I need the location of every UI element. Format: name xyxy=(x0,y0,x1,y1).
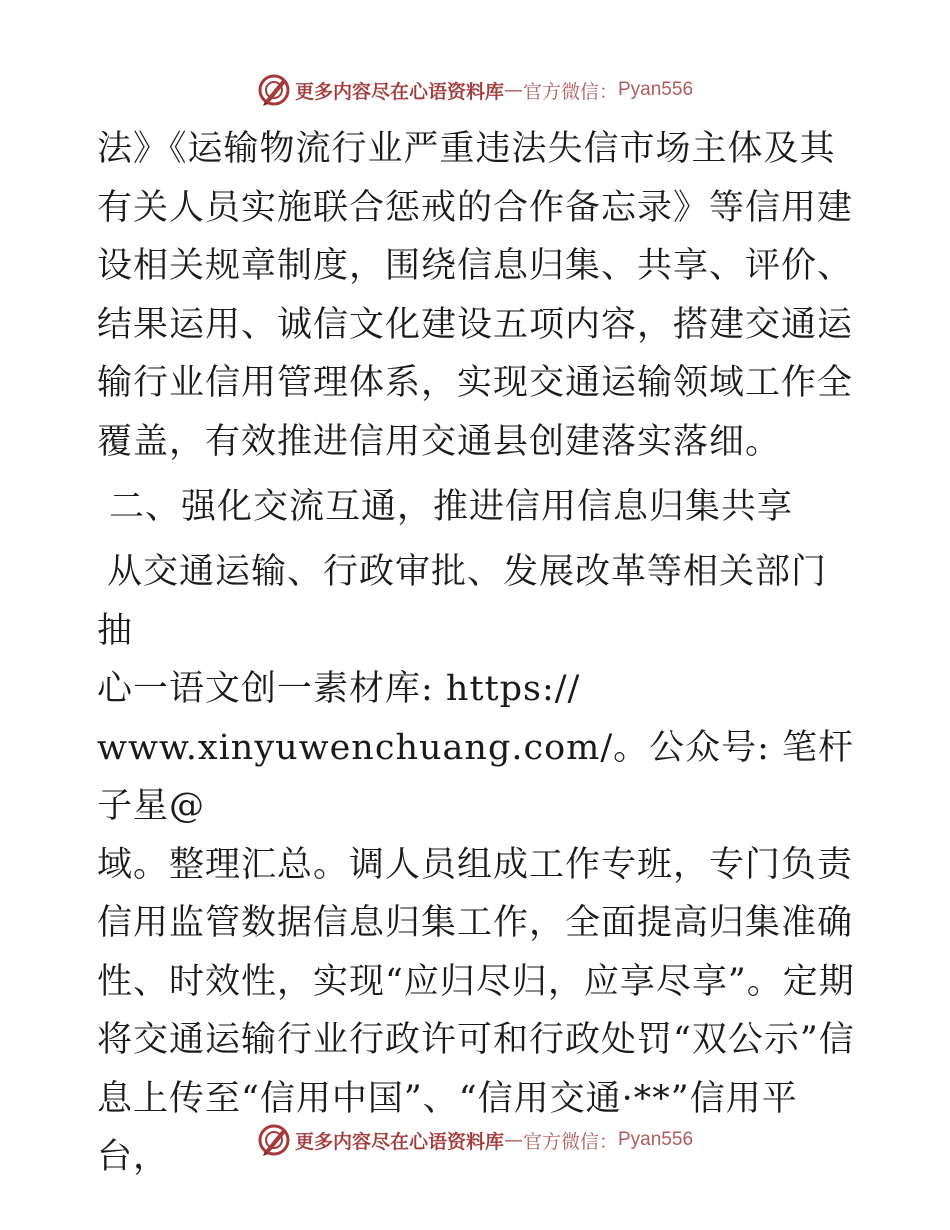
header-wechat-label: 官方微信： xyxy=(522,80,618,103)
header-wechat-account: Pyan556 xyxy=(618,79,694,100)
pen-logo-icon xyxy=(257,73,291,107)
header-banner xyxy=(0,70,950,110)
document-body xyxy=(97,120,857,1187)
footer-brand-text: 更多内容尽在心语资料库 xyxy=(294,1130,504,1153)
section-heading-2: 二、强化交流互通，推进信用信息归集共享 xyxy=(109,487,794,527)
footer-wechat-label: 官方微信： xyxy=(522,1130,618,1153)
footer-separator: — xyxy=(503,1129,523,1151)
pen-logo-icon xyxy=(257,1123,291,1157)
body-paragraph-2-line-2: 心一语文创一素材库: https:// xyxy=(97,669,581,709)
body-paragraph-2-line-1 xyxy=(97,543,857,660)
header-separator: — xyxy=(503,79,523,101)
body-paragraph-2-rest: 域。整理汇总。调人员组成工作专班，专门负责信用监管数据信息归集工作，全面提高归集准确性、时效性，实现“应归尽归，应享尽享”。定期将交通运输行业行政许可和行政处罚“双公示”信息上传至“信用中国”、“信用交通·**”信用平台， xyxy=(97,844,855,1177)
body-paragraph-1: 法》《运输物流行业严重违法失信市场主体及其有关人员实施联合惩戒的合作备忘录》等信用建设相关规章制度，围绕信息归集、共享、评价、结果运用、诚信文化建设五项内容，搭建交通运输行业信用管理体系，实现交通运输领域工作全覆盖，有效推进信用交通县创建落实落细。 xyxy=(97,129,854,462)
body-paragraph-2a: 从交通运输、行政审批、发展改革等相关部门抽 xyxy=(97,552,828,651)
footer-banner xyxy=(0,1120,950,1160)
header-brand-text: 更多内容尽在心语资料库 xyxy=(294,80,504,103)
body-paragraph-2-line-3: www.xinyuwenchuang.com/。公众号: 笔杆子星@ xyxy=(97,727,855,826)
footer-wechat-account: Pyan556 xyxy=(618,1129,694,1150)
